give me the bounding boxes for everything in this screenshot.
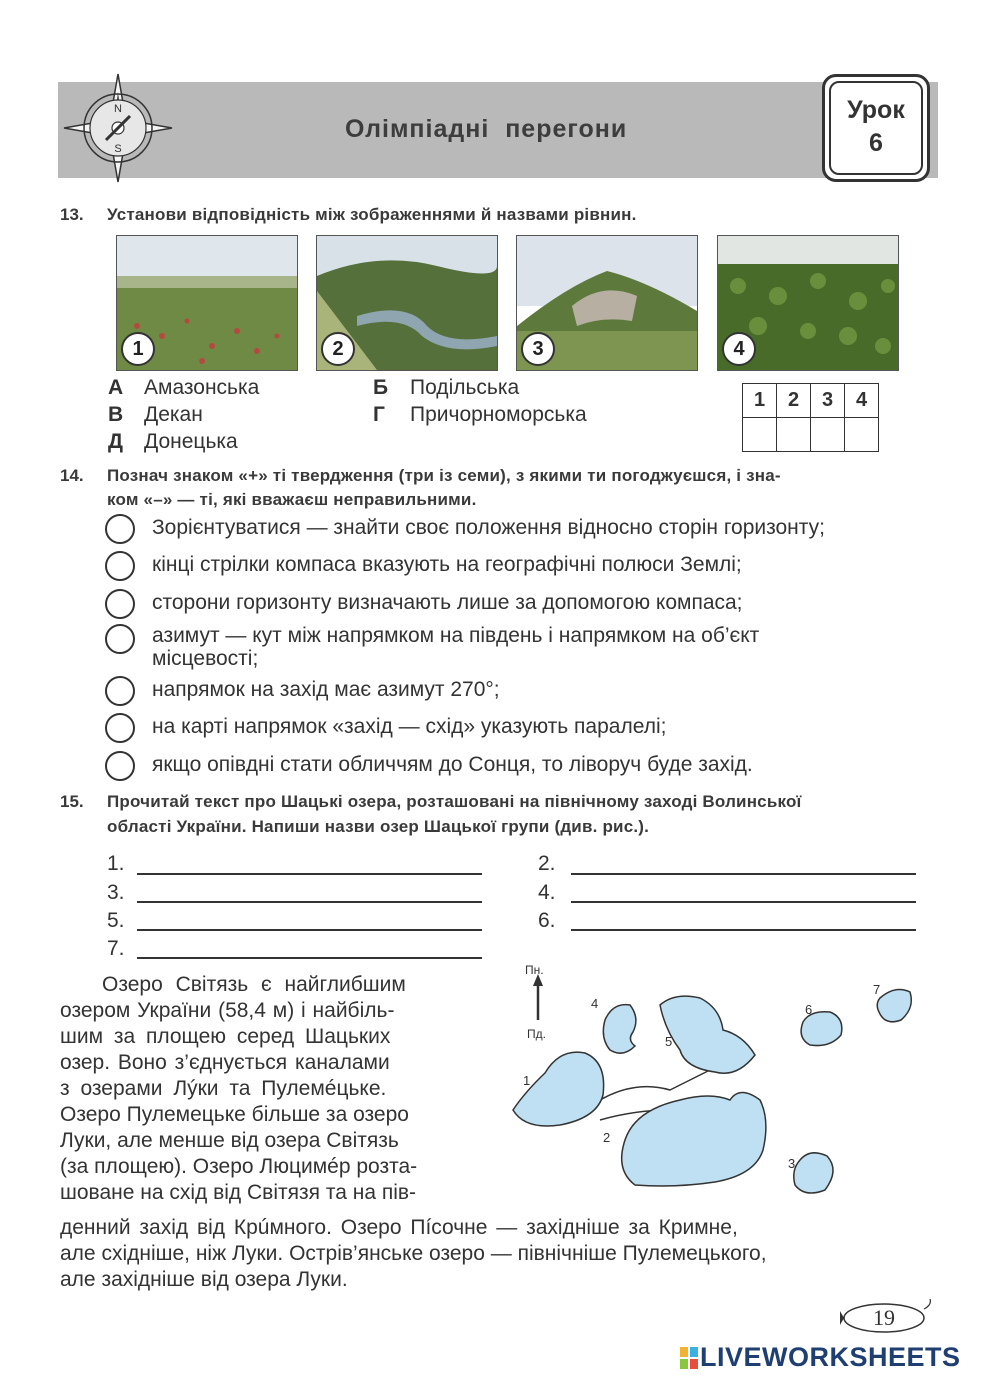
answer-line-5[interactable] [137,929,482,931]
answer-circle-5[interactable] [105,676,135,706]
photo-1-steppe [116,235,298,371]
photo-4-forest [717,235,899,371]
answer-line-6[interactable] [571,929,916,931]
answer-circle-2[interactable] [105,551,135,581]
option-letter: А [108,376,124,399]
option-letter: Б [373,376,389,399]
answer-cell-3[interactable] [811,418,845,452]
option-letter: В [108,403,124,426]
text-line: шим за площею серед Шацьких [60,1025,391,1048]
answer-circle-4[interactable] [105,624,135,654]
answer-cell-2[interactable] [777,418,811,452]
q14-prompt-line2: ком «–» — ті, які вважаєш неправильними. [107,490,477,509]
lake-label: 1 [523,1073,531,1088]
lesson-number: 6 [869,129,883,157]
statement-2: кінці стрілки компаса вказують на географічні полюси Землі; [152,553,742,576]
answer-circle-6[interactable] [105,713,135,743]
q15-number: 15. [60,792,84,811]
text-line: але західніше від озера Луки. [60,1268,348,1291]
photo-number: 2 [321,332,355,366]
compass-rose-icon [62,72,174,184]
option-name: Декан [144,403,203,426]
text-line: Озеро Пулемецьке більше за озеро [60,1103,409,1126]
answer-line-1[interactable] [137,873,482,875]
text-line: денний захід від Крúмного. Озеро Пíсочне — західніше за Кримне, [60,1216,738,1239]
answer-circle-3[interactable] [105,589,135,619]
north-label: Пн. [525,963,544,977]
blank-number: 2. [538,852,556,875]
answer-circle-7[interactable] [105,751,135,781]
answer-header: 4 [845,384,879,418]
lake-label: 4 [591,996,599,1011]
lakes-map [505,960,925,1210]
answer-grid [742,383,879,452]
photo-2-canyon [316,235,498,371]
lake-2 [622,1093,766,1187]
q14-prompt-line1: Познач знаком «+» ті твердження (три із семи), з якими ти погоджуєшся, і зна- [107,466,781,485]
blank-number: 4. [538,881,556,904]
brand-watermark: LIVEWORKSHEETS [700,1342,961,1372]
text-line: (за площею). Озеро Люцимéр розта- [60,1155,418,1178]
answer-line-3[interactable] [137,901,482,903]
answer-cell-1[interactable] [743,418,777,452]
option-name: Подільська [410,376,520,399]
text-line: озер. Воно з’єднується каналами [60,1051,390,1074]
page-number-badge [840,1297,932,1339]
text-line: Луки, але менше від озера Світязь [60,1129,399,1152]
answer-header: 1 [743,384,777,418]
text-line: Озеро Світязь є найглибшим [102,973,406,996]
q15-prompt-line1: Прочитай текст про Шацькі озера, розташовані на північному заході Волинської [107,792,802,811]
text-line: озером України (58,4 м) і найбіль- [60,999,395,1022]
lesson-badge [822,74,930,182]
option-name: Донецька [144,430,238,453]
answer-cell-4[interactable] [845,418,879,452]
answer-line-4[interactable] [571,901,916,903]
q15-prompt-line2: області України. Напиши назви озер Шацької групи (див. рис.). [107,817,650,836]
lake-label: 6 [805,1002,813,1017]
lake-5 [660,996,755,1073]
statement-4: азимут — кут між напрямком на південь і напрямком на об’єкт [152,624,760,647]
photo-number: 4 [722,332,756,366]
blank-number: 7. [107,937,125,960]
blank-number: 3. [107,881,125,904]
q13-prompt: Установи відповідність між зображеннями й назвами рівнин. [107,205,637,224]
option-name: Причорноморська [410,403,587,426]
blank-number: 5. [107,909,125,932]
statement-3: сторони горизонту визначають лише за допомогою компаса; [152,591,743,614]
south-label: Пд. [527,1027,546,1041]
option-letter: Г [373,403,385,426]
option-name: Амазонська [144,376,260,399]
liveworksheets-logo-icon [680,1347,698,1369]
answer-header: 2 [777,384,811,418]
answer-header: 3 [811,384,845,418]
q13-number: 13. [60,205,84,224]
option-letter: Д [108,430,123,453]
lake-1 [513,1052,604,1126]
text-line: з озерами Лýки та Пулемéцьке. [60,1077,387,1100]
statement-1: Зорієнтуватися — знайти своє положення відносно сторін горизонту; [152,516,825,539]
statement-7: якщо опівдні стати обличчям до Сонця, то ліворуч буде захід. [152,753,753,776]
statement-4-continuation: місцевості; [152,647,259,670]
lake-3 [794,1153,833,1193]
photo-3-hill [516,235,698,371]
svg-text:N: N [114,103,122,115]
page-number: 19 [873,1305,895,1330]
blank-number: 6. [538,909,556,932]
statement-6: на карті напрямок «захід — схід» указують паралелі; [152,715,667,738]
blank-number: 1. [107,852,125,875]
svg-text:S: S [114,143,122,155]
photo-number: 3 [521,332,555,366]
text-line: але східніше, ніж Луки. Острів’янське озеро — північніше Пулемецького, [60,1242,767,1265]
q14-number: 14. [60,466,84,485]
answer-line-7[interactable] [137,957,482,959]
lake-label: 7 [873,982,881,997]
photo-number: 1 [121,332,155,366]
page-title: Олімпіадні перегони [345,115,628,143]
lake-label: 3 [788,1156,796,1171]
lesson-label: Урок [847,96,905,124]
answer-line-2[interactable] [571,873,916,875]
lake-7 [877,990,911,1022]
lake-label: 2 [603,1130,611,1145]
text-line: шоване на схід від Світязя та на пів- [60,1181,417,1204]
statement-5: напрямок на захід має азимут 270°; [152,678,500,701]
lake-4 [603,1005,636,1054]
lake-label: 5 [665,1034,673,1049]
answer-circle-1[interactable] [105,514,135,544]
